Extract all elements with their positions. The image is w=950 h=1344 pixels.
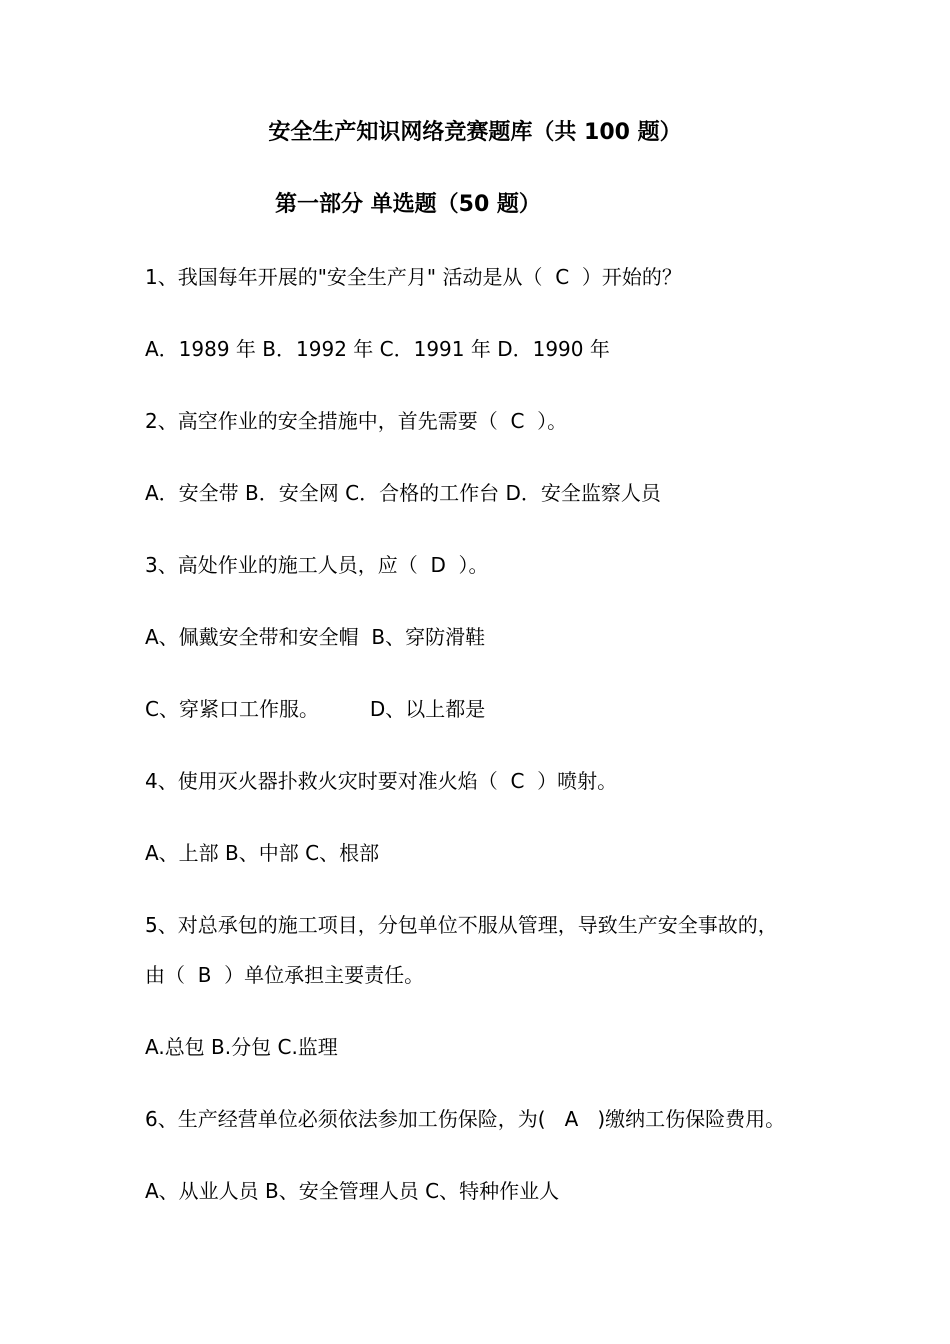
question-3-options-cd: C、穿紧口工作服。 D、以上都是 (145, 697, 486, 721)
question-2: 2、高空作业的安全措施中，首先需要（ C ）。 (145, 409, 568, 433)
question-5: 5、对总承包的施工项目，分包单位不服从管理，导致生产安全事故的， (145, 913, 778, 937)
document-title: 安全生产知识网络竞赛题库（共 100 题） (268, 120, 682, 145)
question-5-continued: 由（ B ）单位承担主要责任。 (145, 963, 425, 987)
question-1-options: A．1989 年 B．1992 年 C．1991 年 D．1990 年 (145, 337, 610, 361)
section-heading: 第一部分 单选题（50 题） (275, 192, 541, 217)
question-6-options: A、从业人员 B、安全管理人员 C、特种作业人 (145, 1179, 560, 1203)
question-4: 4、使用灭火器扑救火灾时要对准火焰（ C ）喷射。 (145, 769, 618, 793)
question-3: 3、高处作业的施工人员，应（ D ）。 (145, 553, 489, 577)
question-4-options: A、上部 B、中部 C、根部 (145, 841, 380, 865)
question-1: 1、我国每年开展的"安全生产月" 活动是从（ C ）开始的？ (145, 265, 682, 289)
question-5-options: A.总包 B.分包 C.监理 (145, 1035, 338, 1059)
question-3-options-ab: A、佩戴安全带和安全帽 B、穿防滑鞋 (145, 625, 486, 649)
question-2-options: A．安全带 B．安全网 C．合格的工作台 D．安全监察人员 (145, 481, 661, 505)
question-6: 6、生产经营单位必须依法参加工伤保险，为( A )缴纳工伤保险费用。 (145, 1107, 786, 1131)
